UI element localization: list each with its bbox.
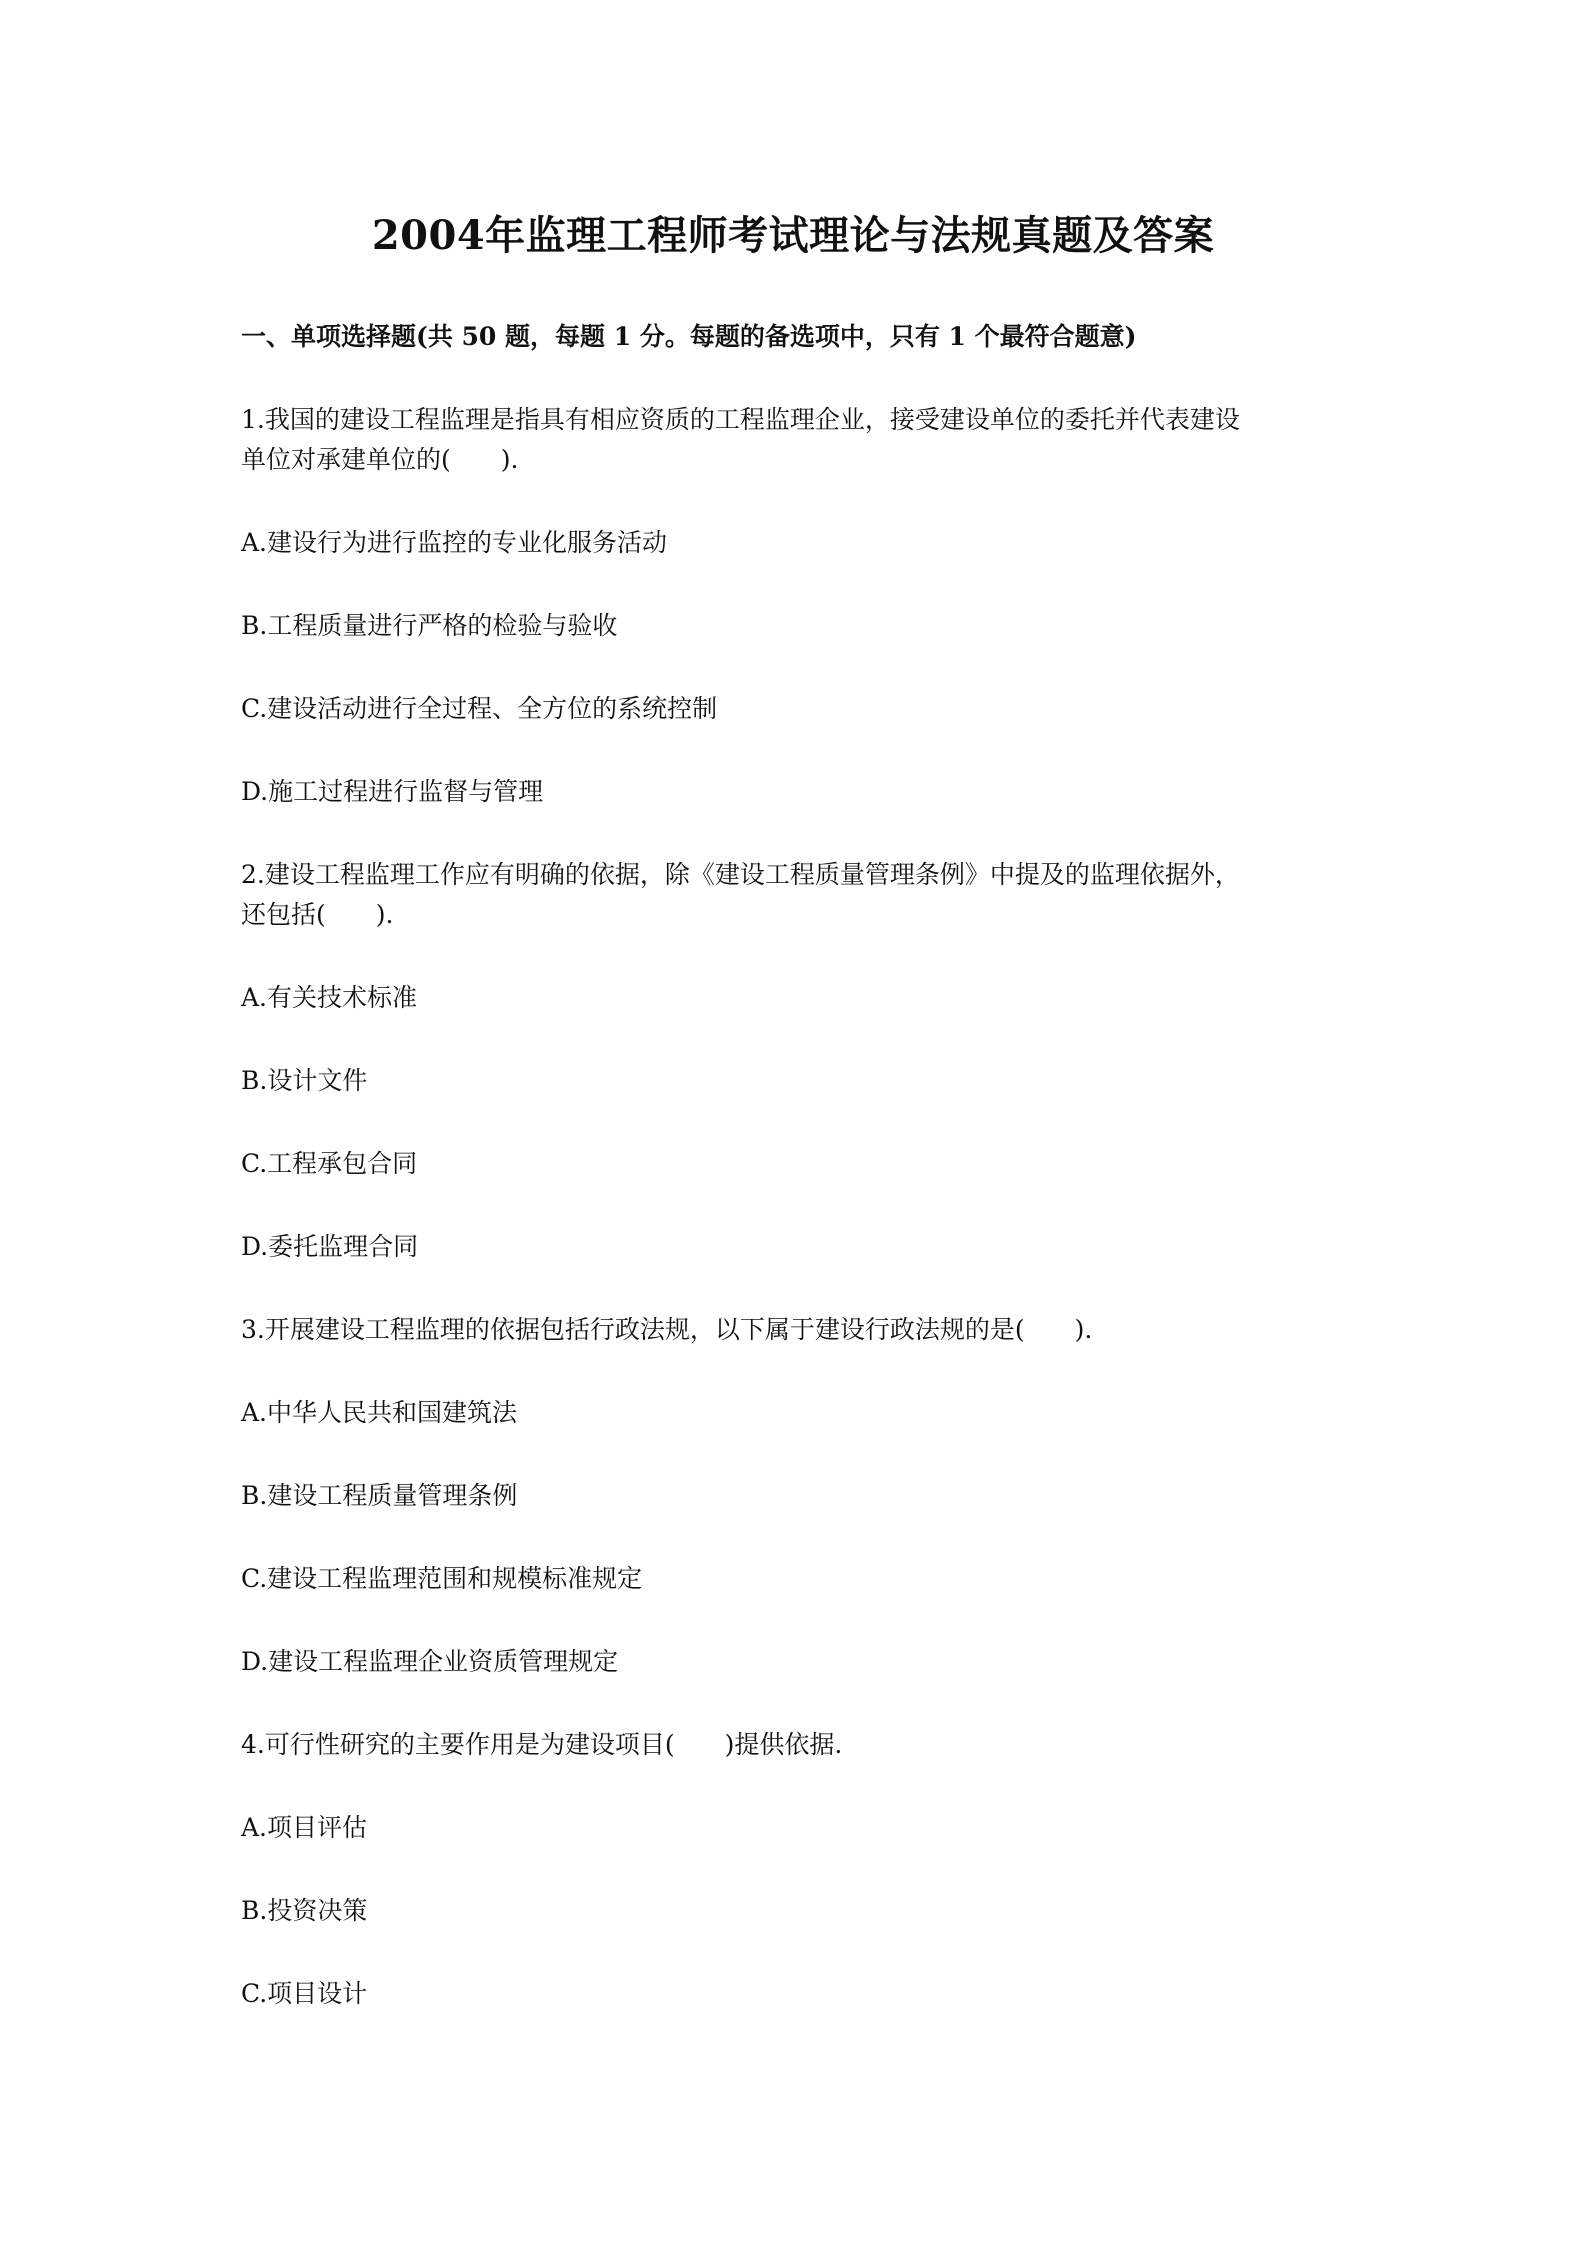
document-body bbox=[241, 318, 1361, 2057]
question-line: 4.可行性研究的主要作用是为建设项目( )提供依据. bbox=[241, 1730, 843, 1759]
option-a: A.建设行为进行监控的专业化服务活动 bbox=[241, 528, 668, 557]
option-d: D.施工过程进行监督与管理 bbox=[241, 777, 544, 806]
option-d: D.建设工程监理企业资质管理规定 bbox=[241, 1647, 619, 1676]
option-d: D.委托监理合同 bbox=[241, 1232, 419, 1261]
option-a: A.项目评估 bbox=[241, 1813, 368, 1842]
option-c: C.建设工程监理范围和规模标准规定 bbox=[241, 1564, 643, 1593]
option-b: B.设计文件 bbox=[241, 1066, 368, 1095]
question-line: 单位对承建单位的( ). bbox=[241, 445, 519, 474]
question-line: 还包括( ). bbox=[241, 900, 394, 929]
question-3 bbox=[241, 1310, 1361, 1350]
document-title: 2004年监理工程师考试理论与法规真题及答案 bbox=[371, 212, 1215, 259]
option-c: C.建设活动进行全过程、全方位的系统控制 bbox=[241, 694, 718, 723]
option-c: C.项目设计 bbox=[241, 1979, 368, 2008]
question-line: 1.我国的建设工程监理是指具有相应资质的工程监理企业，接受建设单位的委托并代表建设 bbox=[241, 405, 1240, 434]
option-a: A.有关技术标准 bbox=[241, 983, 418, 1012]
option-b: B.投资决策 bbox=[241, 1896, 368, 1925]
question-4 bbox=[241, 1725, 1361, 1765]
question-line: 2.建设工程监理工作应有明确的依据，除《建设工程质量管理条例》中提及的监理依据外， bbox=[241, 860, 1240, 889]
option-b: B.建设工程质量管理条例 bbox=[241, 1481, 518, 1510]
option-a: A.中华人民共和国建筑法 bbox=[241, 1398, 518, 1427]
option-c: C.工程承包合同 bbox=[241, 1149, 418, 1178]
option-b: B.工程质量进行严格的检验与验收 bbox=[241, 611, 618, 640]
section-heading: 一、单项选择题(共 50 题，每题 1 分。每题的备选项中，只有 1 个最符合题意) bbox=[241, 322, 1137, 351]
question-1 bbox=[241, 400, 1361, 480]
question-2 bbox=[241, 855, 1361, 935]
question-line: 3.开展建设工程监理的依据包括行政法规，以下属于建设行政法规的是( ). bbox=[241, 1315, 1093, 1344]
